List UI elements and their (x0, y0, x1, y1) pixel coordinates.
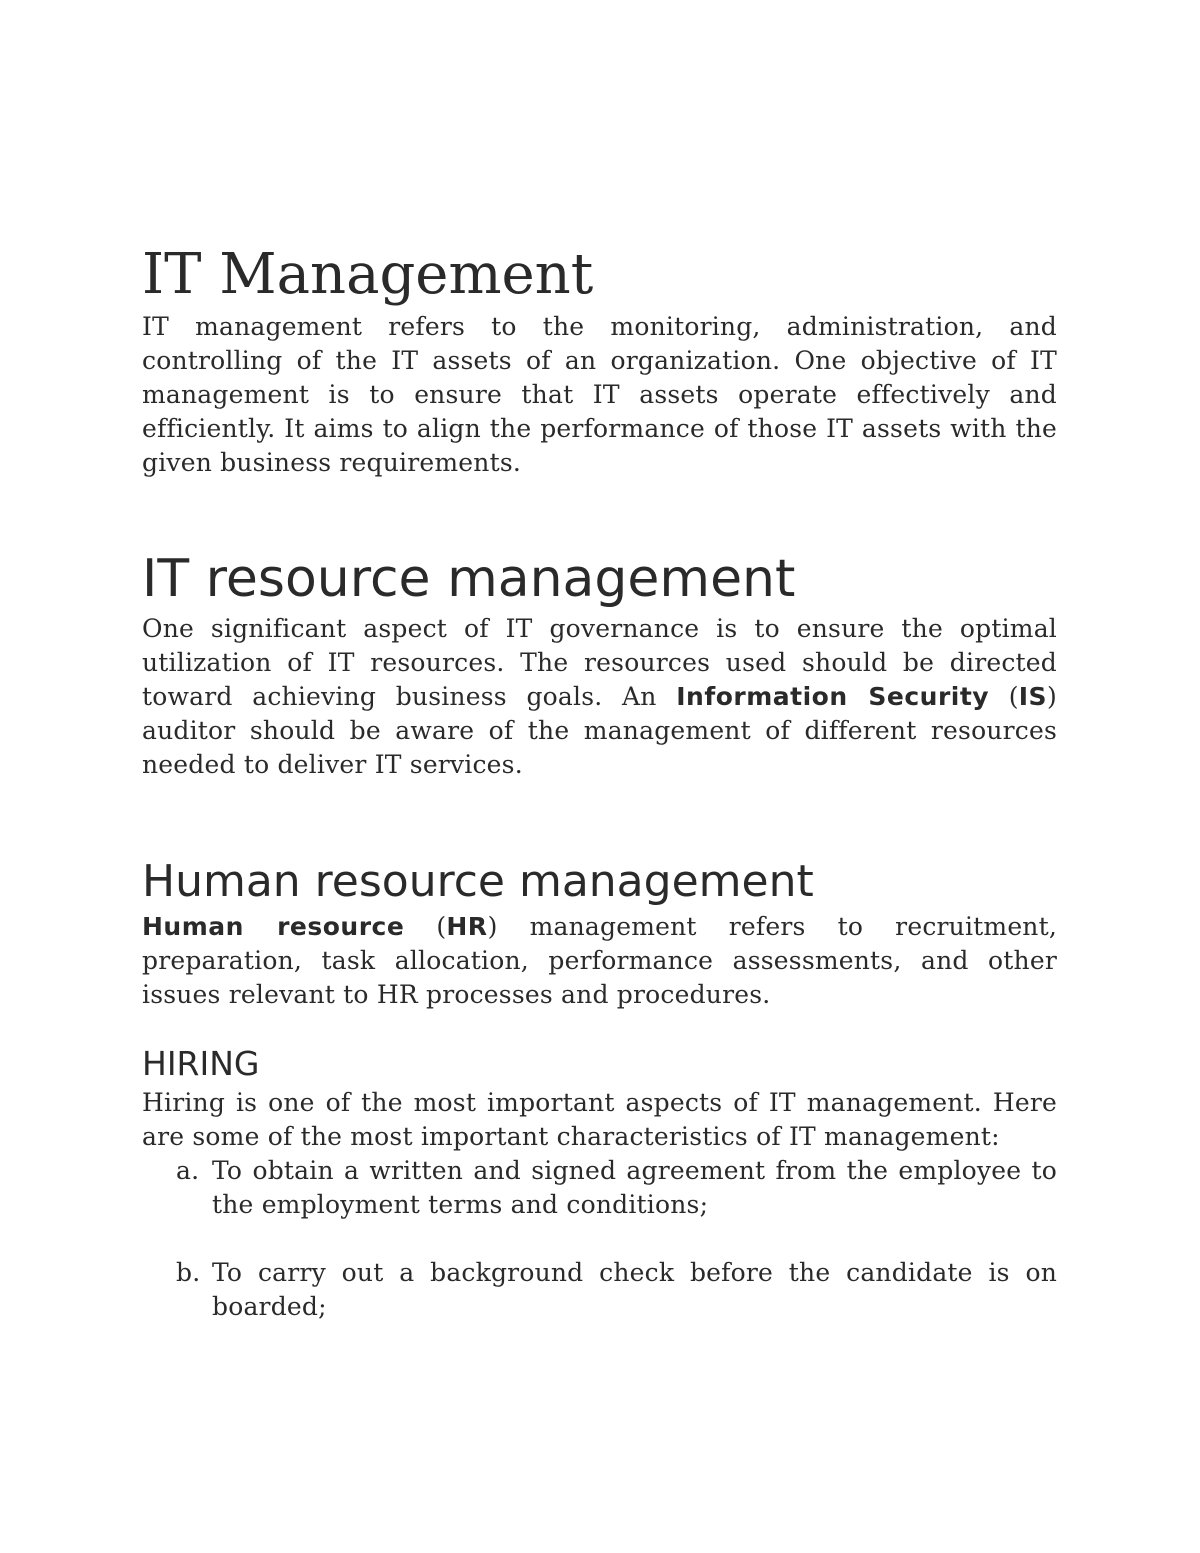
paragraph-text: ) auditor should be aware of the management of different resources needed to deliver IT services. (142, 682, 1057, 779)
bold-term-information-security: Information Security (676, 682, 990, 711)
section-hiring (142, 1042, 1057, 1324)
paragraph-text: ) management refers to recruitment, preparation, task allocation, performance assessments, and other issues relevant to HR processes and procedures. (142, 912, 1058, 1009)
list-item-text: To obtain a written and signed agreement from the employee to the employment terms and conditions; (212, 1156, 1057, 1219)
section-human-resource-management (142, 854, 1057, 1012)
heading-human-resource-management: Human resource management (142, 856, 814, 907)
list-item (142, 1256, 1057, 1324)
list-marker: a. (176, 1156, 200, 1185)
heading-hiring: HIRING (142, 1044, 260, 1083)
section-it-resource-management (142, 546, 1057, 782)
bold-term-hr: HR (446, 912, 488, 941)
paragraph-it-resource-management (142, 612, 1057, 782)
paragraph-text: ( (989, 682, 1019, 711)
heading-it-resource-management: IT resource management (142, 549, 796, 609)
document-page (142, 240, 1057, 1324)
paragraph-hiring: Hiring is one of the most important aspects of IT management. Here are some of the most important characteristics of IT management: (142, 1088, 1057, 1151)
heading-it-management: IT Management (142, 242, 594, 307)
paragraph-human-resource-management (142, 910, 1057, 1012)
bold-term-human-resource: Human resource (142, 912, 405, 941)
list-item (142, 1154, 1057, 1222)
hiring-list (142, 1154, 1057, 1324)
section-it-management (142, 240, 1057, 480)
bold-term-is: IS (1018, 682, 1048, 711)
list-item-text: To carry out a background check before the candidate is on boarded; (212, 1258, 1057, 1321)
paragraph-it-management: IT management refers to the monitoring, administration, and controlling of the IT assets of an organization. One objective of IT management is to ensure that IT assets operate effectively and efficiently. It aims to align the performance of those IT assets with the given business requirements. (142, 312, 1057, 477)
list-marker: b. (176, 1258, 201, 1287)
paragraph-text: One significant aspect of IT governance is to ensure the optimal utilization of IT resources. The resources used should be directed toward achieving business goals. An (142, 614, 1057, 711)
paragraph-text: ( (404, 912, 447, 941)
